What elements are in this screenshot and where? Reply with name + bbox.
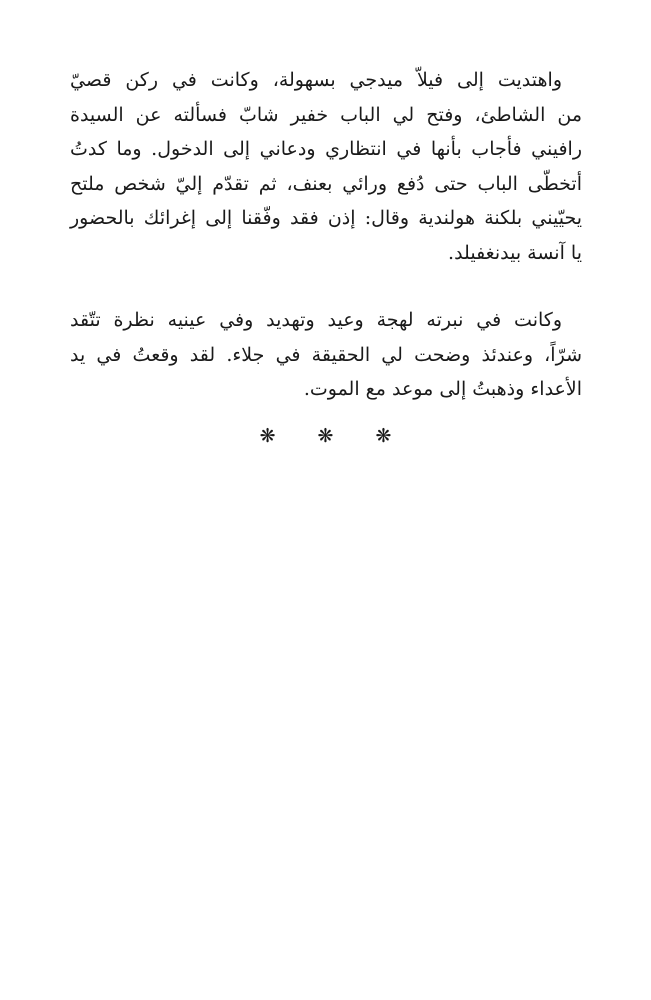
paragraph-line: الأعداء وذهبتُ إلى موعد مع الموت.	[303, 378, 582, 401]
paragraph-line: أتخطّى الباب حتى دُفع ورائي بعنف، ثم تقدّم إليّ شخص ملتح	[70, 172, 582, 195]
paragraph-1	[70, 63, 582, 271]
paragraph-line: واهتديت إلى فيلاّ ميدجي بسهولة، وكانت في ركن قصيّ	[70, 69, 562, 91]
paragraph-line: يا آنسة بيدنغفيلد.	[448, 241, 582, 264]
paragraph-line: من الشاطئ، وفتح لي الباب خفير شابّ فسألته عن السيدة	[70, 103, 582, 126]
section-separator: ❋ ❋ ❋	[259, 425, 410, 447]
paragraph-line: وكانت في نبرته لهجة وعيد وتهديد وفي عينيه نظرة تتّقد	[70, 309, 562, 331]
paragraph-line: رافيني فأجاب بأنها في انتظاري ودعاني إلى الدخول. وما كدتُ	[70, 138, 582, 161]
paragraph-line: يحيّيني بلكنة هولندية وقال: إذن فقد وفّقنا إلى إغرائك بالحضور	[70, 207, 582, 230]
paragraph-line: شرّاً، وعندئذ وضحت لي الحقيقة في جلاء. لقد وقعتُ في يد	[70, 343, 582, 366]
paragraph-2	[70, 303, 582, 407]
